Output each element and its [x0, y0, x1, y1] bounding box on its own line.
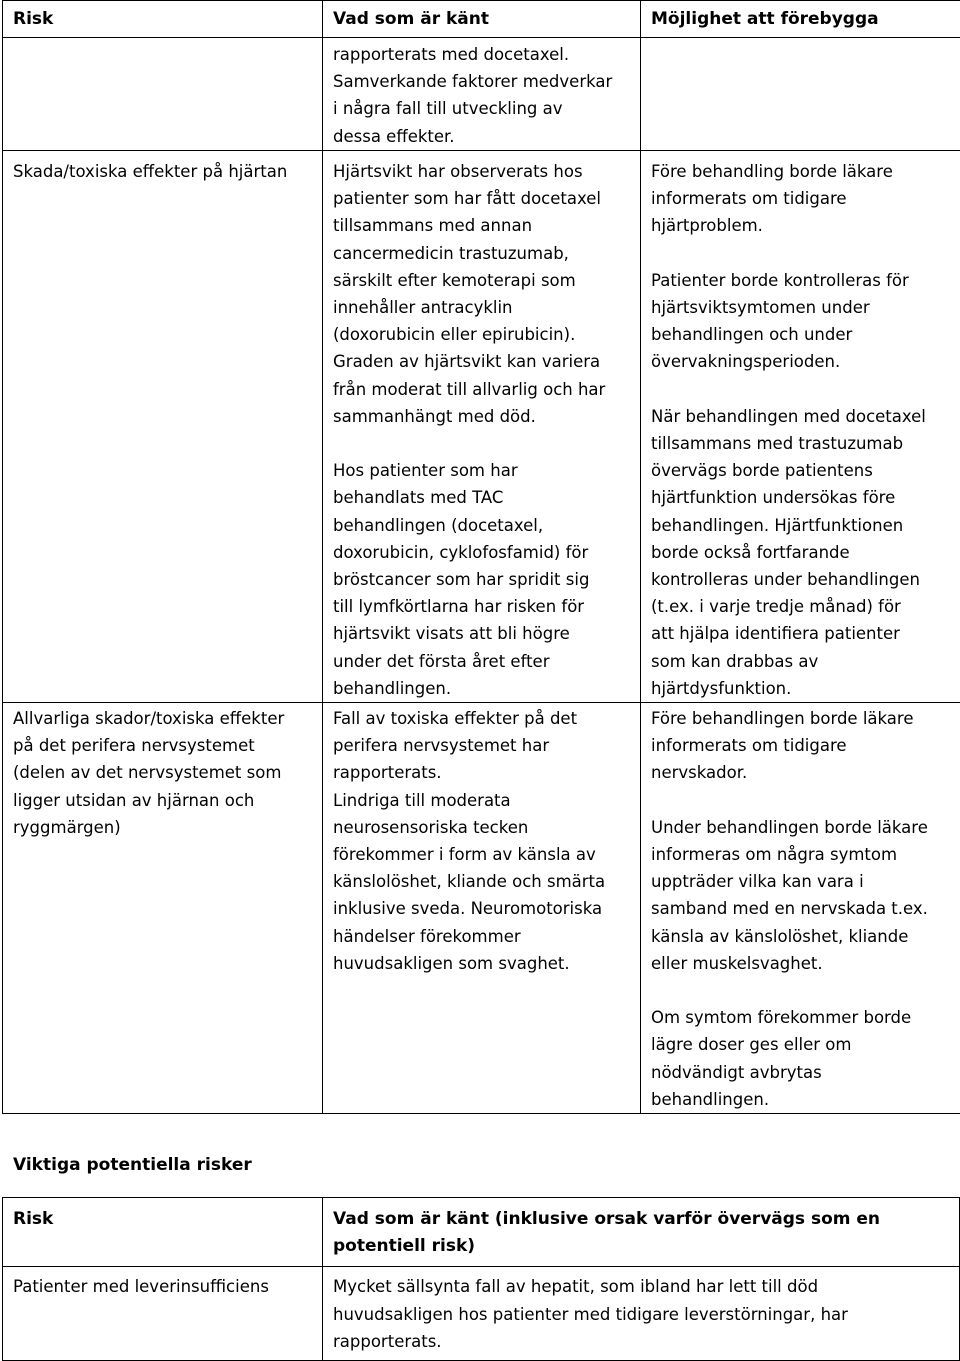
text-line: tillsammans med trastuzumab	[651, 430, 950, 457]
text-line: informerats om tidigare	[651, 185, 950, 212]
text-line: eller muskelsvaghet.	[651, 950, 950, 977]
text-line: Hos patienter som har	[333, 457, 630, 484]
text-line: Fall av toxiska effekter på det	[333, 705, 630, 732]
cell-known-nerve	[323, 703, 641, 1114]
text-line: särskilt efter kemoterapi som	[333, 267, 630, 294]
text-line: huvudsakligen hos patienter med tidigare leverstörningar, har	[333, 1301, 949, 1328]
table-row-continuation	[3, 38, 960, 151]
text-line: hjärtproblem.	[651, 212, 950, 239]
text-line: händelser förekommer	[333, 923, 630, 950]
text-line: behandlingen och under	[651, 321, 950, 348]
text-line: samband med en nervskada t.ex.	[651, 895, 950, 922]
text-line: att hjälpa identifiera patienter	[651, 620, 950, 647]
cell-prevent-nerve	[641, 703, 960, 1114]
header-known	[323, 1198, 960, 1267]
text-line: patienter som har fått docetaxel	[333, 185, 630, 212]
text-line: (doxorubicin eller epirubicin).	[333, 321, 630, 348]
text-line: behandlingen.	[651, 1086, 950, 1113]
text-line: informerats om tidigare	[651, 732, 950, 759]
text-line: Patienter borde kontrolleras för	[651, 267, 950, 294]
text-line: sammanhängt med död.	[333, 403, 630, 430]
text-line: ligger utsidan av hjärnan och	[13, 787, 312, 814]
text-line: rapporterats.	[333, 759, 630, 786]
text-line: bröstcancer som har spridit sig	[333, 566, 630, 593]
text-line: tillsammans med annan	[333, 212, 630, 239]
table-header-row	[3, 1, 960, 38]
table-row-nerve	[3, 703, 960, 1114]
header-known: Vad som är känt	[323, 1, 641, 38]
text-line: övervakningsperioden.	[651, 348, 950, 375]
text-line: hjärtsviktsymtomen under	[651, 294, 950, 321]
text-line: behandlingen. Hjärtfunktionen	[651, 512, 950, 539]
text-line: Allvarliga skador/toxiska effekter	[13, 705, 312, 732]
risk-name: Patienter med leverinsufficiens	[13, 1273, 312, 1300]
text-line: neurosensoriska tecken	[333, 814, 630, 841]
text-line: till lymfkörtlarna har risken för	[333, 593, 630, 620]
text-line: som kan drabbas av	[651, 648, 950, 675]
text-line: inklusive sveda. Neuromotoriska	[333, 895, 630, 922]
text-line: hjärtsvikt visats att bli högre	[333, 620, 630, 647]
section-title: Viktiga potentiella risker	[13, 1155, 252, 1175]
text-line: från moderat till allvarlig och har	[333, 376, 630, 403]
text-line: Graden av hjärtsvikt kan variera	[333, 348, 630, 375]
text-line: (delen av det nervsystemet som	[13, 759, 312, 786]
risk-table	[2, 0, 960, 151]
cell-risk-heart	[3, 147, 323, 703]
header-text: Risk	[13, 1206, 312, 1233]
text-line: Om symtom förekommer borde	[651, 1004, 950, 1031]
cell-risk-nerve	[3, 703, 323, 1114]
text-line: känslolöshet, kliande och smärta	[333, 868, 630, 895]
text-line: känsla av känslolöshet, kliande	[651, 923, 950, 950]
text-line: lägre doser ges eller om	[651, 1031, 950, 1058]
text-line: dessa effekter.	[333, 123, 630, 150]
text-line: rapporterats med docetaxel.	[333, 41, 630, 68]
header-prevention: Möjlighet att förebygga	[641, 1, 960, 38]
text-line: Hjärtsvikt har observerats hos	[333, 158, 630, 185]
text-line: borde också fortfarande	[651, 539, 950, 566]
text-line: hjärtfunktion undersökas före	[651, 484, 950, 511]
text-line: (t.ex. i varje tredje månad) för	[651, 593, 950, 620]
table-row	[3, 1267, 960, 1361]
risk-table-body	[2, 147, 960, 1114]
text-line: nervskador.	[651, 759, 950, 786]
text-line: behandlingen.	[333, 675, 630, 702]
text-line: Mycket sällsynta fall av hepatit, som ibland har lett till död	[333, 1273, 949, 1300]
text-line: Lindriga till moderata	[333, 787, 630, 814]
cell-continuation	[323, 38, 641, 151]
table-header-row	[3, 1198, 960, 1267]
text-line: huvudsakligen som svaghet.	[333, 950, 630, 977]
cell-known	[323, 1267, 960, 1361]
cell-risk	[3, 1267, 323, 1361]
text-line: När behandlingen med docetaxel	[651, 403, 950, 430]
text-line: uppträder vilka kan vara i	[651, 868, 950, 895]
text-line: Före behandling borde läkare	[651, 158, 950, 185]
text-line: Före behandlingen borde läkare	[651, 705, 950, 732]
text-line: informeras om några symtom	[651, 841, 950, 868]
text-line: i några fall till utveckling av	[333, 95, 630, 122]
text-line: rapporterats.	[333, 1328, 949, 1355]
text-line: ryggmärgen)	[13, 814, 312, 841]
cell-prevent-heart	[641, 147, 960, 703]
risk-name: Skada/toxiska effekter på hjärtan	[13, 158, 312, 185]
potential-risks-table	[2, 1197, 960, 1361]
text-line: förekommer i form av känsla av	[333, 841, 630, 868]
text-line: under det första året efter	[333, 648, 630, 675]
text-line: behandlingen (docetaxel,	[333, 512, 630, 539]
text-line: innehåller antracyklin	[333, 294, 630, 321]
text-line: Under behandlingen borde läkare	[651, 814, 950, 841]
text-line: Samverkande faktorer medverkar	[333, 68, 630, 95]
cell-known-heart	[323, 147, 641, 703]
text-line: doxorubicin, cyklofosfamid) för	[333, 539, 630, 566]
text-line: övervägs borde patientens	[651, 457, 950, 484]
text-line: nödvändigt avbrytas	[651, 1059, 950, 1086]
text-line: cancermedicin trastuzumab,	[333, 240, 630, 267]
header-text: potentiell risk)	[333, 1233, 949, 1260]
text-line: behandlats med TAC	[333, 484, 630, 511]
cell-empty	[641, 38, 960, 151]
header-text: Vad som är känt (inklusive orsak varför övervägs som en	[333, 1206, 949, 1233]
text-line: hjärtdysfunktion.	[651, 675, 950, 702]
table-row-heart	[3, 147, 960, 703]
header-risk: Risk	[3, 1, 323, 38]
header-risk	[3, 1198, 323, 1267]
text-line: kontrolleras under behandlingen	[651, 566, 950, 593]
cell-empty	[3, 38, 323, 151]
text-line: perifera nervsystemet har	[333, 732, 630, 759]
text-line: på det perifera nervsystemet	[13, 732, 312, 759]
